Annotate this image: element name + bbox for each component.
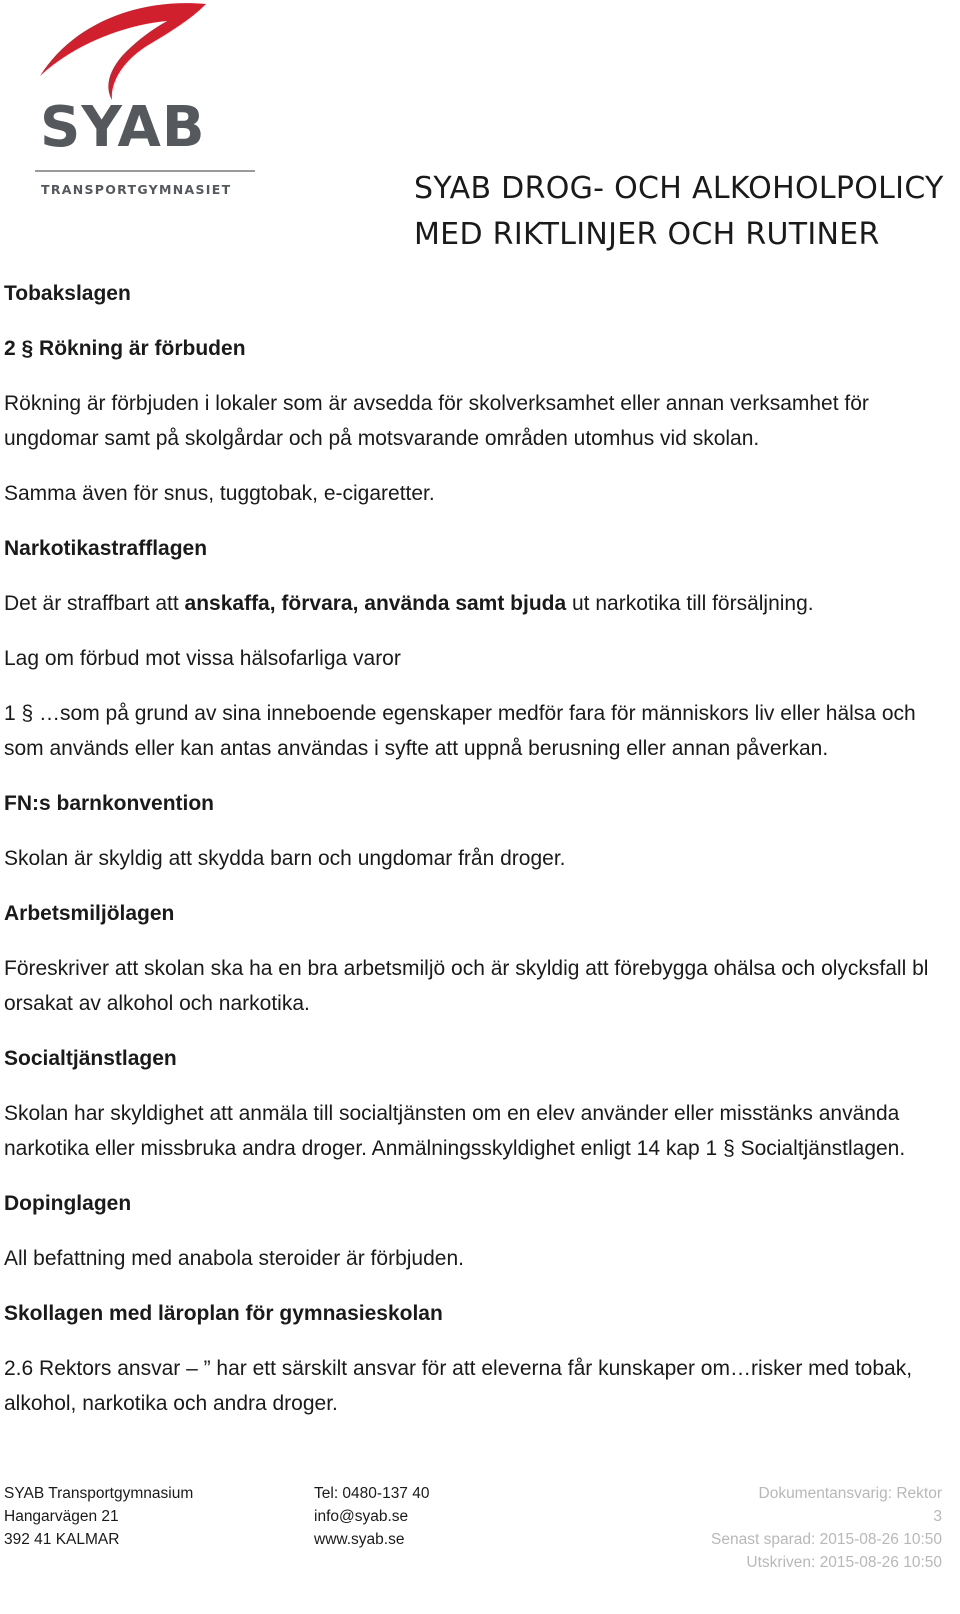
paragraph-doping: All befattning med anabola steroider är förbjuden. bbox=[4, 1247, 464, 1270]
footer-org: SYAB Transportgymnasium bbox=[4, 1485, 194, 1502]
footer-street: Hangarvägen 21 bbox=[4, 1508, 119, 1525]
heading-section-2: 2 § Rökning är förbuden bbox=[4, 337, 246, 360]
footer-address bbox=[4, 1482, 193, 1551]
heading-socialtjanstlagen: Socialtjänstlagen bbox=[4, 1047, 177, 1070]
footer-responsible: Dokumentansvarig: Rektor bbox=[758, 1485, 942, 1502]
logo-tagline: TRANSPORTGYMNASIET bbox=[41, 182, 232, 197]
paragraph-skollag: 2.6 Rektors ansvar – ” har ett särskilt ansvar för att eleverna får kunskaper om…risker med tobak, alkohol, narkotika och andra droger. bbox=[4, 1357, 913, 1415]
footer-postal: 392 41 KALMAR bbox=[4, 1531, 120, 1548]
document-body bbox=[4, 276, 954, 1421]
heading-arbetsmiljolagen: Arbetsmiljölagen bbox=[4, 902, 175, 925]
heading-narkotikastrafflagen: Narkotikastrafflagen bbox=[4, 537, 208, 560]
footer-page-number: 3 bbox=[933, 1508, 942, 1525]
heading-tobakslagen: Tobakslagen bbox=[4, 282, 131, 305]
footer-printed: Utskriven: 2015-08-26 10:50 bbox=[746, 1554, 942, 1571]
heading-skollagen: Skollagen med läroplan för gymnasieskolan bbox=[4, 1302, 443, 1325]
narkotika-text-bold: anskaffa, förvara, använda samt bjuda bbox=[184, 592, 567, 615]
logo-divider bbox=[35, 170, 255, 172]
paragraph-rokning: Rökning är förbjuden i lokaler som är avsedda för skolverksamhet eller annan verksamhet för ungdomar samt på skolgårdar och på motsvarande områden utomhus vid skolan. bbox=[4, 392, 869, 450]
narkotika-text-start: Det är straffbart att bbox=[4, 592, 185, 615]
footer-saved: Senast sparad: 2015-08-26 10:50 bbox=[711, 1531, 942, 1548]
footer-tel: Tel: 0480-137 40 bbox=[314, 1485, 430, 1502]
paragraph-narkotika bbox=[4, 586, 954, 621]
paragraph-samma: Samma även för snus, tuggtobak, e-cigaretter. bbox=[4, 482, 435, 505]
footer-document-info bbox=[711, 1482, 942, 1574]
document-title bbox=[414, 166, 944, 258]
footer-web: www.syab.se bbox=[314, 1531, 405, 1548]
paragraph-lag: 1 § …som på grund av sina inneboende egenskaper medför fara för människors liv eller hälsa och som används eller kan antas användas i syfte att uppnå berusning eller annan påverkan. bbox=[4, 702, 916, 760]
red-swoosh-icon bbox=[30, 0, 262, 110]
heading-lag-halsofarliga-varor: Lag om förbud mot vissa hälsofarliga varor bbox=[4, 647, 401, 670]
paragraph-social: Skolan har skyldighet att anmäla till socialtjänsten om en elev använder eller misstänks använda narkotika eller missbruka andra droger. Anmälningsskyldighet enligt 14 kap 1 § Socialtjänstlagen. bbox=[4, 1102, 906, 1160]
document-title-line-2: MED RIKTLINJER OCH RUTINER bbox=[414, 217, 880, 252]
paragraph-fn: Skolan är skyldig att skydda barn och ungdomar från droger. bbox=[4, 847, 566, 870]
footer-contact bbox=[314, 1482, 429, 1551]
heading-fn-barnkonvention: FN:s barnkonvention bbox=[4, 792, 215, 815]
document-title-line-1: SYAB DROG- OCH ALKOHOLPOLICY bbox=[414, 171, 944, 206]
narkotika-text-end: ut narkotika till försäljning. bbox=[566, 592, 814, 615]
paragraph-arbetsmiljo: Föreskriver att skolan ska ha en bra arbetsmiljö och är skyldig att förebygga ohälsa och olycksfall bl orsakat av alkohol och narkotika. bbox=[4, 957, 929, 1015]
logo-wordmark: SYAB bbox=[40, 95, 206, 160]
heading-dopinglagen: Dopinglagen bbox=[4, 1192, 132, 1215]
footer-email: info@syab.se bbox=[314, 1508, 409, 1525]
